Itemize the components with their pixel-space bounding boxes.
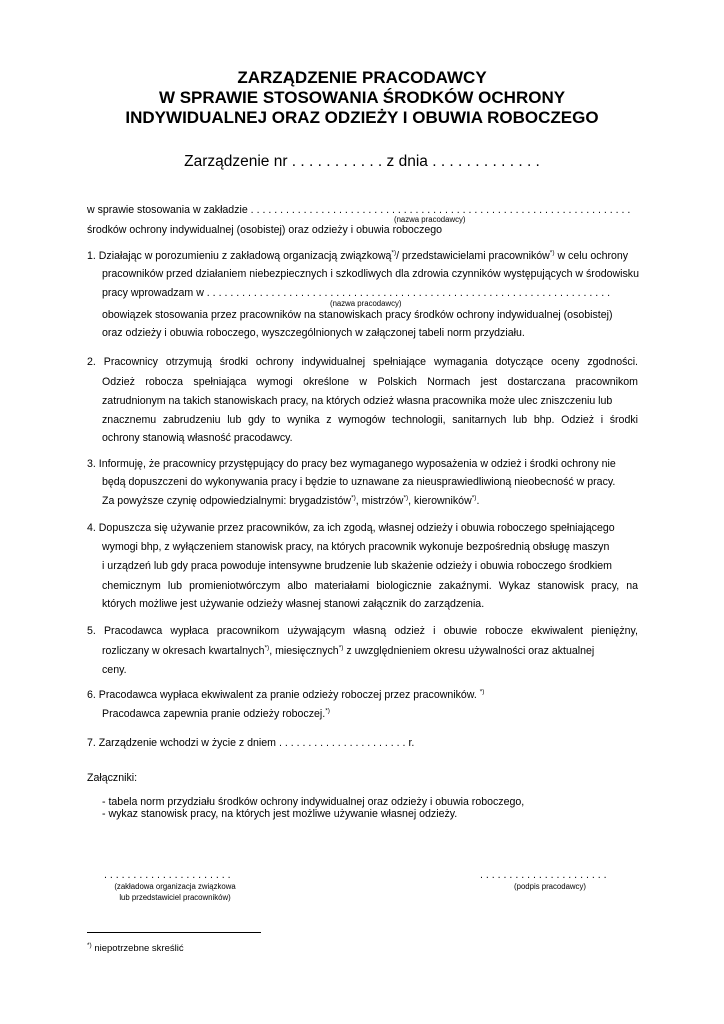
attachments-label: Załączniki: <box>87 772 138 784</box>
union-signature-note-2: lub przedstawiciel pracowników) <box>119 893 231 902</box>
p1-employer-note: (nazwa pracodawcy) <box>330 299 402 308</box>
p5-line-3: ceny. <box>102 664 127 676</box>
attachment-item: - wykaz stanowisk pracy, na których jest możliwe używanie własnej odzieży. <box>102 808 458 820</box>
p1-line-3: pracy wprowadzam w . . . . . . . . . . . . . . . . . . . . . . . . . . . . . . . . . . . . . . . . . . . . . . . . . . . . . . . . . . . . . . . . . . . . . <box>102 287 611 299</box>
p2-line-1: 2. Pracownicy otrzymują środki ochrony indywidualnej spełniające wymagania dotyczące oceny zgodności. <box>87 356 638 368</box>
p2-line-4: znacznemu zabrudzeniu lub gdy to wynika z wymogów technologii, sanitarnych lub bhp. Odzież i środki <box>102 414 638 426</box>
p6-line-2: Pracodawca zapewnia pranie odzieży roboczej.*) <box>102 707 330 720</box>
order-number-date-line: Zarządzenie nr . . . . . . . . . . . z dnia . . . . . . . . . . . . . <box>184 153 540 170</box>
p4-line-5: których możliwe jest używanie odzieży własnej stanowi załącznik do zarządzenia. <box>102 598 485 610</box>
p3-line-2: będą dopuszczeni do wykonywania pracy i będzie to uznawane za nieusprawiedliwioną nieobecność w pracy. <box>102 476 616 488</box>
p1-line-5: oraz odzieży i obuwia roboczego, wyszczególnionych w załączonej tabeli norm przydziału. <box>102 327 525 339</box>
p3-line-3: Za powyższe czynię odpowiedzialnymi: brygadzistów*), mistrzów*), kierowników*). <box>102 494 480 507</box>
title-line-3: INDYWIDUALNEJ ORAZ ODZIEŻY I OBUWIA ROBOCZEGO <box>125 108 599 127</box>
union-signature-dots: . . . . . . . . . . . . . . . . . . . . . . <box>104 869 231 881</box>
p3-line-1: 3. Informuję, że pracownicy przystępujący do pracy bez wymaganego wyposażenia w odzież i środki ochrony nie <box>87 458 616 470</box>
p4-line-2: wymogi bhp, z wyłączeniem stanowisk pracy, na których pracownik wykonuje bezpośrednią obsługę maszyn <box>102 541 610 553</box>
p4-line-3: i urządzeń lub gdy praca powoduje intensywne brudzenie lub skażenie odzieży i obuwia roboczego środkiem <box>102 560 612 572</box>
employer-signature-dots: . . . . . . . . . . . . . . . . . . . . . . <box>480 869 607 881</box>
p2-line-3: zatrudnionym na takich stanowiskach pracy, na których odzież własna pracownika może ulec zniszczeniu lub <box>102 395 613 407</box>
footnote: *) niepotrzebne skreślić <box>87 941 184 954</box>
p1-line-1: 1. Działając w porozumieniu z zakładową organizacją związkową*)/ przedstawicielami pracowników*) w celu ochrony <box>87 249 629 262</box>
intro-line-2: środków ochrony indywidualnej (osobistej) oraz odzieży i obuwia roboczego <box>87 224 443 236</box>
attachment-item: - tabela norm przydziału środków ochrony indywidualnej oraz odzieży i obuwia roboczego, <box>102 796 525 808</box>
p4-line-1: 4. Dopuszcza się używanie przez pracowników, za ich zgodą, własnej odzieży i obuwia roboczego spełniającego <box>87 522 615 534</box>
p7-effective-date: 7. Zarządzenie wchodzi w życie z dniem . . . . . . . . . . . . . . . . . . . . . . r. <box>87 737 415 749</box>
p6-line-1: 6. Pracodawca wypłaca ekwiwalent za pranie odzieży roboczej przez pracowników. *) <box>87 688 485 701</box>
intro-employer-note: (nazwa pracodawcy) <box>394 215 466 224</box>
p2-line-5: ochrony stanowią własność pracodawcy. <box>102 432 293 444</box>
footnote-separator <box>87 932 261 933</box>
title-line-1: ZARZĄDZENIE PRACODAWCY <box>237 68 487 87</box>
p2-line-2: Odzież robocza spełniająca wymogi określone w Polskich Normach jest dostarczana pracownikom <box>102 376 638 388</box>
p1-line-4: obowiązek stosowania przez pracowników na stanowiskach pracy środków ochrony indywidualnej (osobistej) <box>102 309 613 321</box>
p5-line-2: rozliczany w okresach kwartalnych*), miesięcznych*) z uwzględnieniem okresu używalności oraz aktualnej <box>102 644 595 657</box>
intro-line-1: w sprawie stosowania w zakładzie . . . . . . . . . . . . . . . . . . . . . . . . . . . . . . . . . . . . . . . . . . . . . . . . . . . . . . . . . . . . . . . . . <box>87 204 631 216</box>
p5-line-1: 5. Pracodawca wypłaca pracownikom używającym własną odzież i obuwie robocze ekwiwalent pieniężny, <box>87 625 638 637</box>
p1-line-2: pracowników przed działaniem niebezpiecznych i szkodliwych dla zdrowia czynników występujących w środowisku <box>102 268 639 280</box>
title-line-2: W SPRAWIE STOSOWANIA ŚRODKÓW OCHRONY <box>158 88 566 107</box>
employer-signature-note: (podpis pracodawcy) <box>514 882 586 891</box>
p4-line-4: chemicznym lub promieniotwórczym albo materiałami biologicznie zakaźnymi. Wykaz stanowisk pracy, na <box>102 580 638 592</box>
union-signature-note-1: (zakładowa organizacja związkowa <box>114 882 236 891</box>
